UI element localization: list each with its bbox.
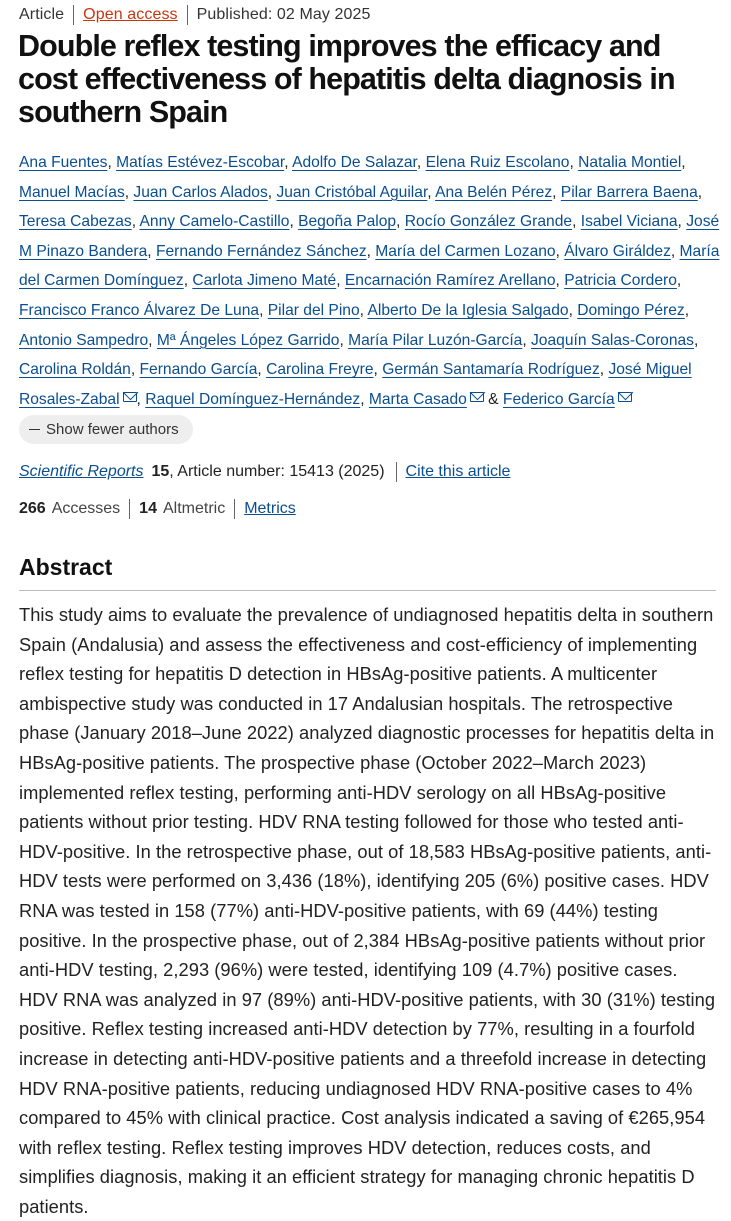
- author-link[interactable]: Joaquín Salas-Coronas: [531, 331, 694, 349]
- envelope-icon[interactable]: [123, 392, 137, 402]
- article-meta: [19, 4, 371, 26]
- author-link[interactable]: Begoña Palop: [298, 213, 397, 231]
- author-link[interactable]: Carolina Freyre: [266, 361, 374, 379]
- author-link[interactable]: Pilar del Pino: [267, 301, 360, 319]
- abstract-text: This study aims to evaluate the prevalence of undiagnosed hepatitis delta in southern Spain (Andalusia) and assess the effectiveness and cost-efficiency of implementing reflex testing for hepatitis D detection in HBsAg-positive patients. A multicenter ambispective study was conducted in 17 Andalusian hospitals. The retrospective phase (January 2018–June 2022) analyzed diagnostic processes for hepatitis delta in HBsAg-positive patients. The prospective phase (October 2022–March 2023) implemented reflex testing, performing anti-HDV serology on all HBsAg-positive patients without prior testing. HDV RNA testing followed for those who tested anti-HDV-positive. In the retrospective phase, out of 18,583 HBsAg-positive patients, anti-HDV tests were performed on 3,436 (18%), identifying 205 (6%) positive cases. HDV RNA was tested in 158 (77%) anti-HDV-positive patients, with 69 (44%) testing positive. In the prospective phase, out of 2,384 HBsAg-positive patients without prior anti-HDV testing, 2,293 (96%) were tested, identifying 109 (4.7%) positive cases. HDV RNA was analyzed in 97 (89%) anti-HDV-positive patients, with 30 (31%) testing positive. Reflex testing increased anti-HDV detection by 77%, resulting in a fourfold increase in detecting anti-HDV-positive patients and a threefold increase in detecting HDV RNA-positive patients, reducing undiagnosed HDV RNA-positive cases to 4% compared to 45% with clinical practice. Cost analysis indicated a saving of €265,954 with reflex testing. Reflex testing improves HDV detection, reduces costs, and simplifies diagnosis, making it an efficient strategy for managing chronic hepatitis D patients.: [19, 604, 716, 1217]
- author-link[interactable]: Adolfo De Salazar: [292, 154, 417, 171]
- author-link[interactable]: Alberto De la Iglesia Salgado: [367, 301, 569, 319]
- envelope-icon[interactable]: [470, 392, 484, 402]
- author-link[interactable]: Domingo Pérez: [577, 301, 685, 319]
- author-link[interactable]: Carolina Roldán: [19, 361, 131, 379]
- author-link[interactable]: Patricia Cordero: [564, 272, 677, 290]
- author-link[interactable]: Matías Estévez-Escobar: [116, 154, 285, 171]
- author-link[interactable]: Federico García: [502, 390, 615, 408]
- author-list: Ana Fuentes, Matías Estévez-Escobar, Adolfo De Salazar, Elena Ruiz Escolano, Natalia Montiel, Manuel Macías, Juan Carlos Alados, Juan Cristóbal Aguilar, Ana Belén Pérez, Pilar Barrera Baena, Teresa Cabezas, Anny Camelo-Castillo, Begoña Palop, Rocío González Grande, Isabel Viciana, José M Pinazo Bandera, Fernando Fernández Sánchez, María del Carmen Lozano, Álvaro Giráldez, María del Carmen Domínguez, Carlota Jimeno Maté, Encarnación Ramírez Arellano, Patricia Cordero, Francisco Franco Álvarez De Luna, Pilar del Pino, Alberto De la Iglesia Salgado, Domingo Pérez, Antonio Sampedro, Mª Ángeles López Garrido, María Pilar Luzón-García, Joaquín Salas-Coronas, Carolina Roldán, Fernando García, Carolina Freyre, Germán Santamaría Rodríguez, José Miguel Rosales-Zabal , Raquel Domínguez-Hernández, Marta Casado & Federico García: [19, 154, 720, 408]
- author-link[interactable]: Juan Carlos Alados: [133, 183, 268, 201]
- minus-icon: [29, 429, 40, 431]
- author-link[interactable]: Antonio Sampedro: [19, 331, 149, 349]
- open-access-link[interactable]: Open access: [83, 6, 178, 23]
- author-link[interactable]: Elena Ruiz Escolano: [425, 154, 570, 171]
- journal-volume: 15: [151, 463, 170, 480]
- show-fewer-label: Show fewer authors: [46, 421, 179, 438]
- metrics-divider: [129, 499, 130, 519]
- journal-link[interactable]: Scientific Reports: [19, 463, 144, 480]
- article-number: , Article number: 15413 (2025): [169, 463, 385, 480]
- author-link[interactable]: María del Carmen Domínguez: [19, 242, 720, 290]
- author-link[interactable]: Marta Casado: [368, 390, 467, 408]
- metrics-link[interactable]: Metrics: [244, 500, 296, 517]
- show-fewer-authors-button[interactable]: [19, 415, 193, 444]
- author-link[interactable]: Germán Santamaría Rodríguez: [382, 361, 600, 379]
- author-link[interactable]: Natalia Montiel: [578, 154, 682, 171]
- author-link[interactable]: Isabel Viciana: [580, 213, 678, 231]
- author-link[interactable]: María Pilar Luzón-García: [348, 331, 523, 349]
- section-divider: [19, 590, 716, 591]
- meta-divider: [187, 5, 188, 25]
- author-link[interactable]: Francisco Franco Álvarez De Luna: [19, 301, 260, 319]
- author-link[interactable]: Pilar Barrera Baena: [560, 183, 698, 201]
- article-title: Double reflex testing improves the efficacy and cost effectiveness of hepatitis delta diagnosis in southern Spain: [18, 29, 675, 129]
- altmetric-label: Altmetric: [162, 500, 226, 517]
- metrics-bar: [19, 498, 296, 520]
- author-link[interactable]: Encarnación Ramírez Arellano: [344, 272, 556, 290]
- author-link[interactable]: Juan Cristóbal Aguilar: [276, 183, 428, 201]
- envelope-icon[interactable]: [618, 392, 632, 402]
- citation-line: [19, 461, 510, 483]
- accesses-count: 266: [19, 500, 46, 517]
- author-ampersand: &: [488, 390, 499, 408]
- author-link[interactable]: Teresa Cabezas: [19, 213, 132, 231]
- author-link[interactable]: Ana Belén Pérez: [435, 183, 553, 201]
- author-link[interactable]: Raquel Domínguez-Hernández: [145, 390, 361, 408]
- author-link[interactable]: Fernando García: [139, 361, 258, 379]
- accesses-label: Accesses: [51, 500, 121, 517]
- meta-divider: [73, 5, 74, 25]
- metrics-divider: [234, 499, 235, 519]
- altmetric-count: 14: [139, 500, 157, 517]
- author-link[interactable]: Fernando Fernández Sánchez: [155, 242, 367, 260]
- cite-article-link[interactable]: Cite this article: [405, 463, 511, 480]
- author-link[interactable]: Mª Ángeles López Garrido: [156, 331, 340, 349]
- author-link[interactable]: Rocío González Grande: [404, 213, 573, 231]
- author-link[interactable]: Manuel Macías: [19, 183, 125, 201]
- citation-divider: [396, 462, 397, 482]
- author-link[interactable]: Anny Camelo-Castillo: [139, 213, 290, 231]
- abstract-heading: Abstract: [19, 554, 113, 580]
- author-link[interactable]: María del Carmen Lozano: [375, 242, 556, 260]
- author-link[interactable]: Ana Fuentes: [19, 154, 108, 171]
- author-link[interactable]: Carlota Jimeno Maté: [192, 272, 337, 290]
- article-type: Article: [19, 6, 65, 23]
- author-link[interactable]: Álvaro Giráldez: [564, 242, 671, 260]
- author-link[interactable]: José Miguel Rosales-Zabal: [19, 361, 692, 408]
- author-link[interactable]: José M Pinazo Bandera: [19, 213, 720, 260]
- published-date: Published: 02 May 2025: [196, 6, 371, 23]
